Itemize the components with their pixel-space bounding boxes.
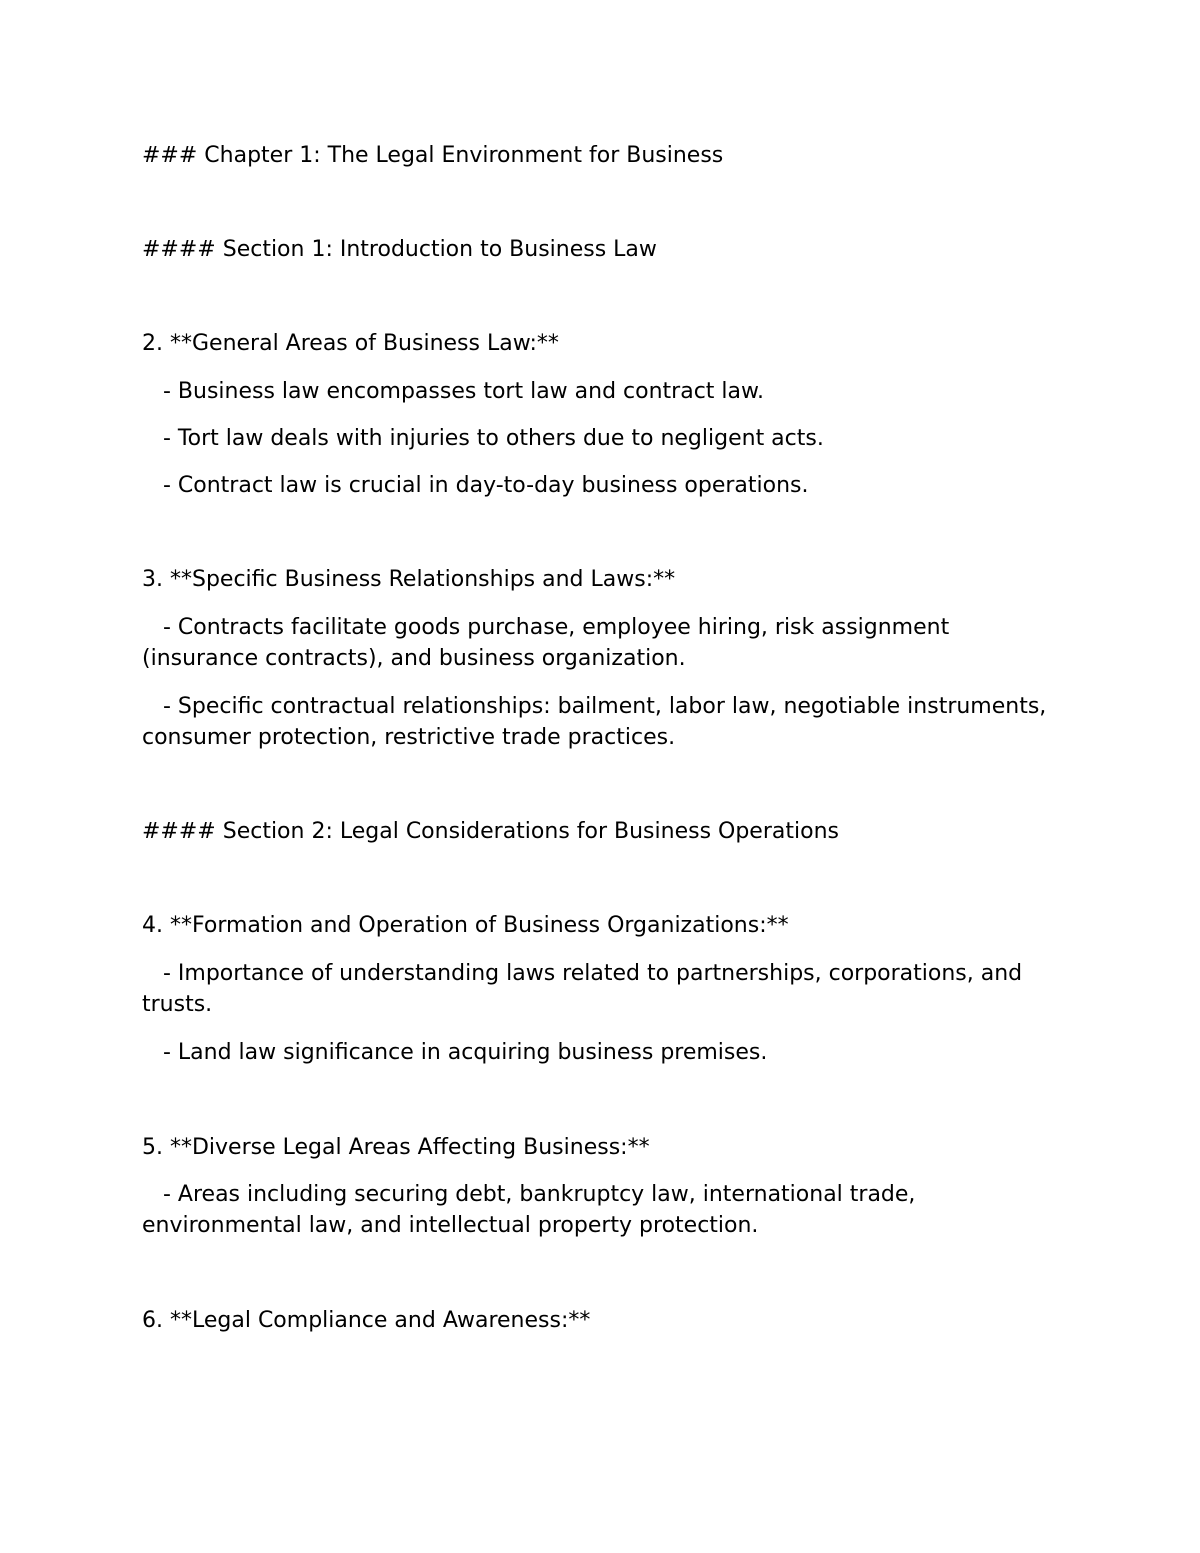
item-5-bullet-1: - Areas including securing debt, bankruptcy law, international trade, environmental law, and intellectual property protection. — [142, 1182, 923, 1238]
item-2-bullet-3: - Contract law is crucial in day-to-day business operations. — [142, 473, 809, 498]
item-2-bullet-1: - Business law encompasses tort law and contract law. — [142, 379, 764, 404]
item-3-title: 3. **Specific Business Relationships and Laws:** — [142, 567, 676, 592]
item-2-title: 2. **General Areas of Business Law:** — [142, 331, 559, 356]
item-5-title: 5. **Diverse Legal Areas Affecting Business:** — [142, 1135, 650, 1160]
item-4-bullet-2: - Land law significance in acquiring business premises. — [142, 1040, 768, 1065]
section-1-heading: #### Section 1: Introduction to Business Law — [142, 237, 657, 262]
item-2-bullet-2: - Tort law deals with injuries to others due to negligent acts. — [142, 426, 824, 451]
item-4-bullet-1: - Importance of understanding laws related to partnerships, corporations, and trusts. — [142, 961, 1030, 1017]
item-3-bullet-2: - Specific contractual relationships: bailment, labor law, negotiable instruments, consumer protection, restrictive trade practices. — [142, 694, 1054, 750]
section-2-heading: #### Section 2: Legal Considerations for Business Operations — [142, 819, 839, 844]
item-3-bullet-1: - Contracts facilitate goods purchase, employee hiring, risk assignment (insurance contracts), and business organization. — [142, 615, 957, 671]
item-4-title: 4. **Formation and Operation of Business Organizations:** — [142, 913, 789, 938]
chapter-heading: ### Chapter 1: The Legal Environment for Business — [142, 143, 724, 168]
item-6-title: 6. **Legal Compliance and Awareness:** — [142, 1308, 591, 1333]
